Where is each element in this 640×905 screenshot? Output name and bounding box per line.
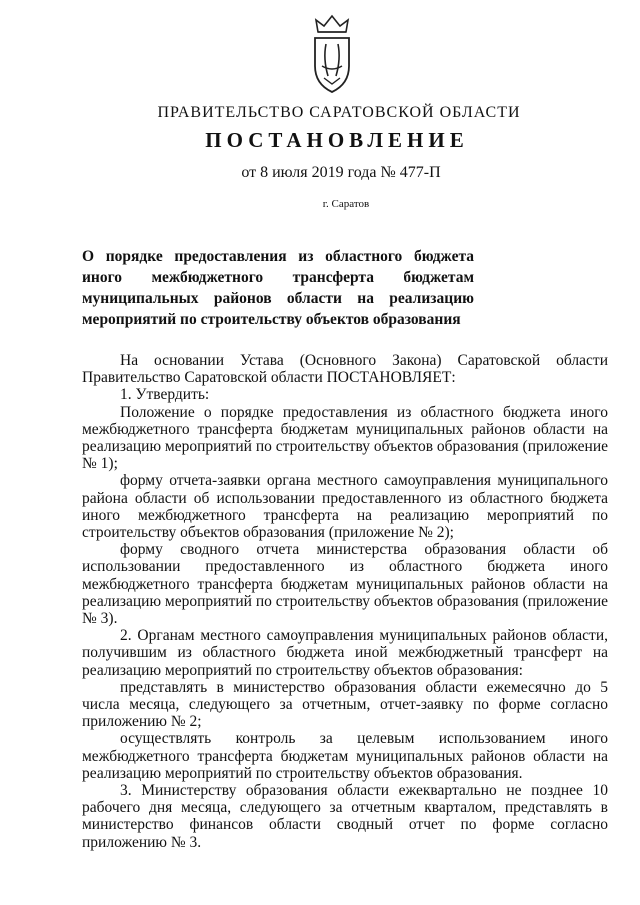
paragraph-item-2-submit: представлять в министерство образования области ежемесячно до 5 числа месяца, следующего за отчетным, отчет-заявку по форме согласно приложению № 2; xyxy=(82,678,608,731)
paragraph-item-1-summary-form: форму сводного отчета министерства образования области об использовании предоставленного из областного бюджета иного межбюджетного трансферта бюджетам муниципальных районов области на реализацию мероприятий по строительству объектов образования (приложение № 3). xyxy=(82,541,608,628)
document-body xyxy=(82,352,608,851)
paragraph-item-2-control: осуществлять контроль за целевым использованием иного межбюджетного трансферта бюджетам муниципальных районов области на реализацию мероприятий по строительству объектов образования. xyxy=(82,730,608,782)
paragraph-item-3: 3. Министерству образования области ежеквартально не позднее 10 рабочего дня месяца, следующего за отчетным кварталом, представлять в министерство финансов области сводный отчет по форме согласно приложению № 3. xyxy=(82,782,608,851)
coat-of-arms-icon xyxy=(308,14,356,94)
document-date-number: от 8 июля 2019 года № 477-П xyxy=(241,164,441,181)
document-type: ПОСТАНОВЛЕНИЕ xyxy=(205,128,469,152)
document-title: О порядке предоставления из областного бюджета иного межбюджетного трансферта бюджетам муниципальных районов области на реализацию мероприятий по строительству объектов образования xyxy=(82,248,474,328)
issuing-authority: ПРАВИТЕЛЬСТВО САРАТОВСКОЙ ОБЛАСТИ xyxy=(157,104,521,121)
paragraph-preamble: На основании Устава (Основного Закона) Саратовской области Правительство Саратовской области ПОСТАНОВЛЯЕТ: xyxy=(82,352,608,387)
document-city: г. Саратов xyxy=(322,198,370,210)
paragraph-item-1-regulation: Положение о порядке предоставления из областного бюджета иного межбюджетного трансферта бюджетам муниципальных районов области на реализацию мероприятий по строительству объектов образования (приложение № 1); xyxy=(82,403,608,473)
paragraph-item-2: 2. Органам местного самоуправления муниципальных районов области, получившим из областного бюджета иной межбюджетный трансферт на реализацию мероприятий по строительству объектов образования: xyxy=(82,627,608,679)
paragraph-item-1-report-form: форму отчета-заявки органа местного самоуправления муниципального района области об использовании предоставленного из областного бюджета иного межбюджетного трансферта на реализацию мероприятий по строительству объектов образования (приложение № 2); xyxy=(82,472,608,542)
paragraph-item-1: 1. Утвердить: xyxy=(120,386,210,404)
